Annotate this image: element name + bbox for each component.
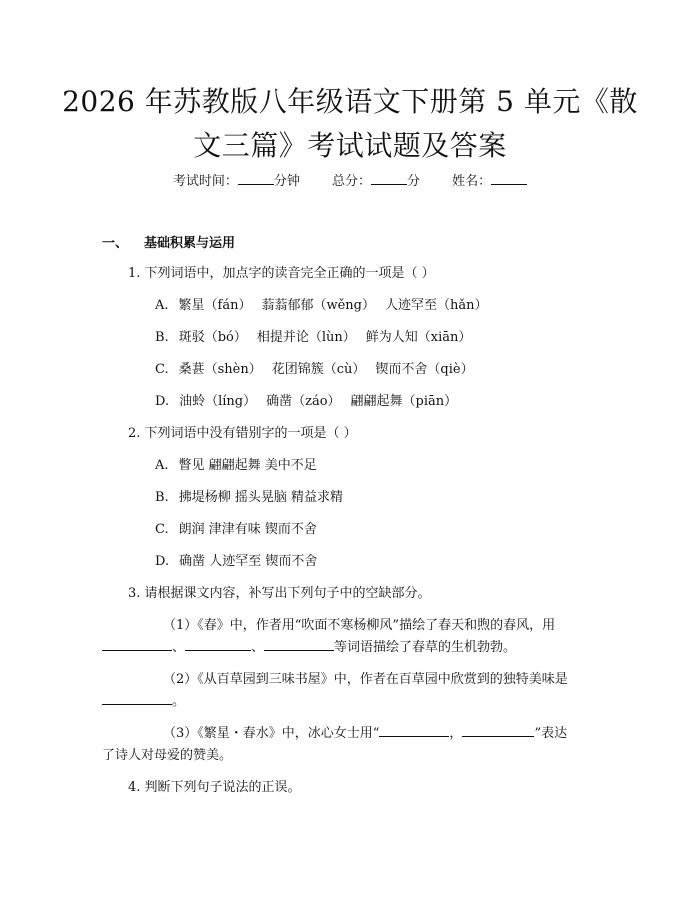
exam-name <box>452 170 527 189</box>
question-1-stem: 1. 下列词语中，加点字的读音完全正确的一项是（ ） <box>128 266 435 281</box>
question-1-option-d <box>155 390 457 409</box>
question-2-stem: 2. 下列词语中没有错别字的一项是（ ） <box>128 426 357 441</box>
separator: ， <box>449 726 463 741</box>
option-letter: B. <box>155 330 169 345</box>
section-number: 一、 <box>102 236 129 251</box>
text-tail: ”表达 <box>534 726 568 741</box>
page-title <box>60 80 640 168</box>
question-3-sub-1-line-2 <box>102 636 516 655</box>
text-tail: 等词语描绘了春草的生机勃勃。 <box>334 640 517 655</box>
question-2-option-b <box>155 486 343 505</box>
question-2-option-d <box>155 550 317 569</box>
question-3-sub-2-line-2 <box>102 690 185 709</box>
section-heading <box>102 232 235 251</box>
option-text: 确凿 人迹罕至 锲而不舍 <box>179 554 318 569</box>
option-text: 朗润 津津有味 锲而不舍 <box>178 522 317 537</box>
question-2-option-c <box>155 518 317 537</box>
option-letter: A. <box>155 298 169 313</box>
answer-blank <box>102 639 172 651</box>
exam-score-blank <box>371 173 407 185</box>
exam-name-label: 姓名： <box>452 174 492 189</box>
exam-time-unit: 分钟 <box>273 174 300 189</box>
option-letter: D. <box>155 394 170 409</box>
question-4-stem: 4. 判断下列句子说法的正误。 <box>128 780 301 795</box>
exam-time <box>173 170 300 189</box>
option-letter: C. <box>155 362 169 377</box>
option-item: 花团锦簇（cù） <box>271 362 366 377</box>
question-3-sub-3-line-1 <box>163 722 567 741</box>
question-3-sub-1-line-1: （1）《春》中，作者用“吹面不寒杨柳风”描绘了春天和煦的春风，用 <box>163 618 556 633</box>
question-1-option-c <box>155 358 474 377</box>
title-line-2: 文三篇》考试试题及答案 <box>193 129 507 162</box>
option-item: 人迹罕至（hǎn） <box>384 298 488 313</box>
option-item: 油蛉（líng） <box>179 394 257 409</box>
question-3-stem: 3. 请根据课文内容，补写出下列句子中的空缺部分。 <box>128 586 431 601</box>
question-3-sub-3-line-2: 了诗人对母爱的赞美。 <box>102 748 233 763</box>
answer-blank <box>185 639 251 651</box>
option-item: 锲而不舍（qiè） <box>375 362 474 377</box>
title-line-1: 2026 年苏教版八年级语文下册第 5 单元《散 <box>62 85 638 118</box>
question-1-option-a <box>155 294 487 313</box>
exam-score-label: 总分： <box>331 174 371 189</box>
option-text: 瞥见 翩翩起舞 美中不足 <box>178 458 317 473</box>
question-3-sub-2-line-1: （2）《从百草园到三味书屋》中，作者在百草园中欣赏到的独特美味是 <box>163 672 568 687</box>
separator: 、 <box>172 640 186 655</box>
option-letter: D. <box>155 554 170 569</box>
option-letter: C. <box>155 522 169 537</box>
option-item: 蓊蓊郁郁（wěng） <box>261 298 375 313</box>
exam-name-blank <box>491 173 527 185</box>
exam-info <box>0 170 700 189</box>
option-item: 相提并论（lùn） <box>256 330 356 345</box>
answer-blank <box>379 725 449 737</box>
option-item: 桑葚（shèn） <box>178 362 262 377</box>
exam-time-label: 考试时间： <box>172 174 238 189</box>
option-letter: B. <box>155 490 169 505</box>
option-letter: A. <box>155 458 169 473</box>
answer-blank <box>102 693 172 705</box>
exam-score-unit: 分 <box>407 174 421 189</box>
option-text: 拂堤杨柳 摇头晃脑 精益求精 <box>178 490 343 505</box>
section-title: 基础积累与运用 <box>144 236 236 251</box>
separator: 、 <box>251 640 265 655</box>
option-item: 繁星（fán） <box>178 298 252 313</box>
option-item: 确凿（záo） <box>266 394 341 409</box>
option-item: 斑驳（bó） <box>178 330 247 345</box>
answer-blank <box>462 725 534 737</box>
question-2-option-a <box>155 454 317 473</box>
answer-blank <box>264 639 334 651</box>
text-head: （3）《繁星・春水》中，冰心女士用“ <box>163 726 380 741</box>
question-1-option-b <box>155 326 471 345</box>
text-tail: 。 <box>172 694 186 709</box>
exam-score <box>332 170 420 189</box>
option-item: 鲜为人知（xiān） <box>365 330 472 345</box>
exam-time-blank <box>238 173 274 185</box>
option-item: 翩翩起舞（piān） <box>350 394 458 409</box>
